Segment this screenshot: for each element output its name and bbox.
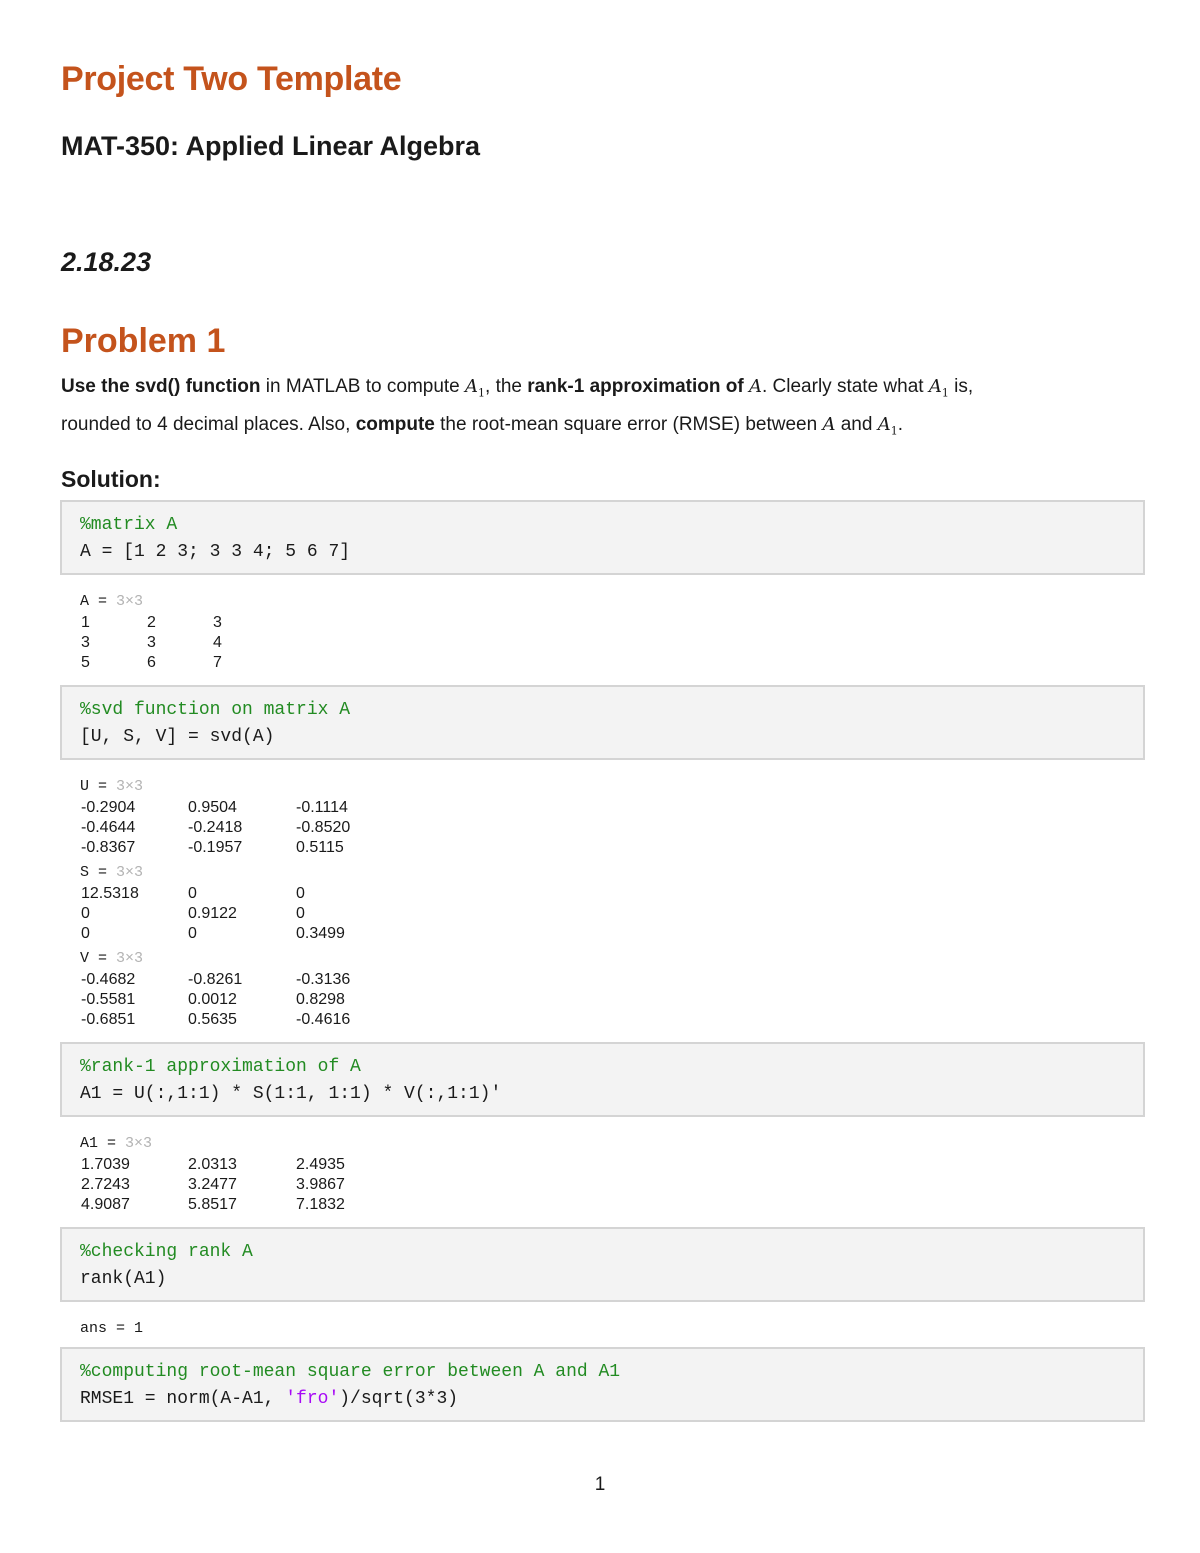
math-A: A [822, 414, 836, 435]
code-block-rank1-approx [60, 1042, 1145, 1117]
output-ans: ans = 1 [80, 1320, 144, 1337]
problem-heading: Problem 1 [61, 322, 226, 360]
output-matrix-a1-values: 1.7039 2.0313 2.4935 2.7243 3.2477 3.9867 4.9087 5.8517 7.1832 [81, 1156, 345, 1213]
output-matrix-v: V = 3×3 [80, 950, 144, 967]
output-matrix-a1: A1 = 3×3 [80, 1135, 153, 1152]
code-block-matrix-a [60, 500, 1145, 575]
math-A1: $A_1$ [928, 376, 949, 400]
code-line: A = [1 2 3; 3 3 4; 5 6 7] [80, 542, 351, 562]
output-matrix-a: A = 3×3 [80, 593, 144, 610]
output-matrix-s: S = 3×3 [80, 864, 144, 881]
math-A1: $A_1$ [465, 376, 486, 400]
output-matrix-a-values: 1 2 3 3 3 4 5 6 7 [81, 614, 222, 671]
output-matrix-u-values: -0.2904 0.9504 -0.1114 -0.4644 -0.2418 -0.8520 -0.8367 -0.1957 0.5115 [81, 799, 351, 856]
code-line: A1 = U(:,1:1) * S(1:1, 1:1) * V(:,1:1)' [80, 1084, 502, 1104]
output-matrix-s-values: 12.5318 0 0 0 0.9122 0 0 0 0.3499 [81, 885, 345, 942]
code-line: [U, S, V] = svd(A) [80, 727, 275, 747]
page-number: 1 [594, 1474, 606, 1495]
code-line: rank(A1) [80, 1269, 167, 1289]
output-matrix-u: U = 3×3 [80, 778, 144, 795]
code-block-rank-check [60, 1227, 1145, 1302]
document-title: Project Two Template [61, 60, 402, 98]
document-date: 2.18.23 [61, 247, 152, 277]
math-A: A [748, 376, 762, 397]
code-comment: %rank-1 approximation of A [80, 1057, 361, 1077]
code-block-rmse [60, 1347, 1145, 1422]
solution-label: Solution: [61, 466, 161, 492]
code-block-svd [60, 685, 1145, 760]
code-comment: %checking rank A [80, 1242, 253, 1262]
course-title: MAT-350: Applied Linear Algebra [61, 131, 481, 161]
code-comment: %matrix A [80, 515, 178, 535]
problem-statement-line-2: rounded to 4 decimal places. Also, compute the root-mean square error (RMSE) between A and $A_1$. [61, 414, 903, 438]
output-matrix-v-values: -0.4682 -0.8261 -0.3136 -0.5581 0.0012 0.8298 -0.6851 0.5635 -0.4616 [81, 971, 351, 1028]
code-comment: %svd function on matrix A [80, 700, 351, 720]
code-line: RMSE1 = norm(A-A1, 'fro')/sqrt(3*3) [80, 1389, 459, 1409]
problem-statement-line-1: Use the svd() function in MATLAB to compute $A_1$, the rank-1 approximation of A. Clearly state what $A_1$ is, [61, 376, 974, 400]
math-A1: $A_1$ [877, 414, 898, 438]
code-comment: %computing root-mean square error between A and A1 [80, 1362, 621, 1382]
